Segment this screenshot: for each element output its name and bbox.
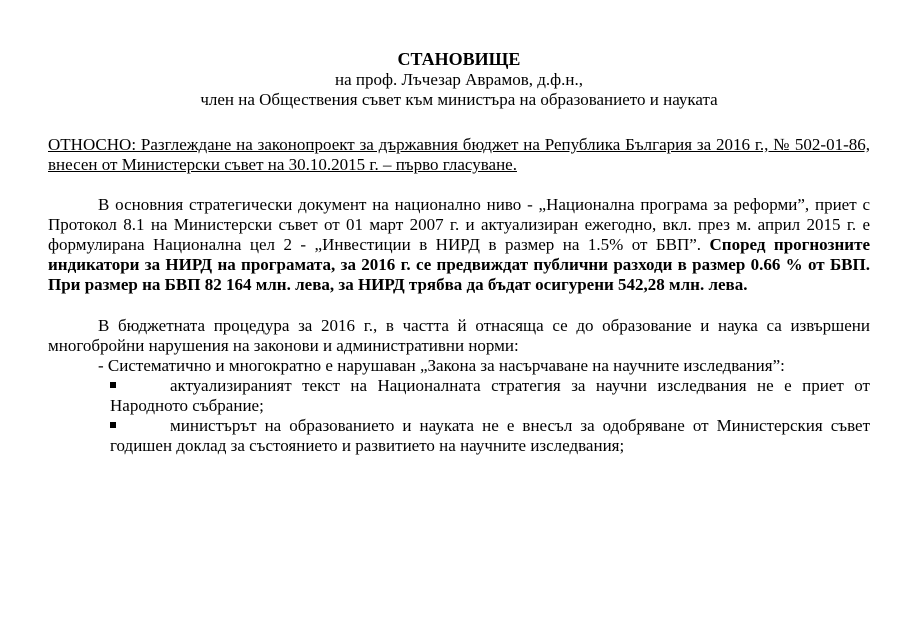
list-item (110, 416, 870, 456)
role-line: член на Обществения съвет към министъра на образованието и науката (200, 90, 718, 109)
list-item-text: министърът на образованието и науката не е внесъл за одобряване от Министерския съвет годишен доклад за състоянието и развитието на научните изследвания; (110, 416, 870, 455)
paragraph-1 (48, 195, 870, 295)
paragraph-1-text: В основния стратегически документ на национално ниво - „Национална програма за реформи”, приет с Протокол 8.1 на Министерски съвет от 01 март 2007 г. и актуализиран ежегодно, вкл. през м. април 2015 г. е формулирана Национална цел 2 - „Инвестиции в НИРД в размер на 1.5% от БВП”. (48, 195, 870, 254)
list-item (110, 376, 870, 416)
subject-line: ОТНОСНО: Разглеждане на законопроект за държавния бюджет на Република България за 2016 г., № 502-01-86, внесен от Министерски съвет на 30.10.2015 г. – първо гласуване. (48, 135, 870, 174)
paragraph-2: В бюджетната процедура за 2016 г., в частта й отнасяща се до образование и наука са извършени многобройни нарушения на законови и административни норми: (48, 316, 870, 355)
list-item-text: актуализираният текст на Националната стратегия за научни изследвания не е приет от Народното събрание; (110, 376, 870, 415)
author-line: на проф. Лъчезар Аврамов, д.ф.н., (334, 70, 584, 89)
paragraph-3: - Систематично и многократно е нарушаван „Закона за насърчаване на научните изследвания”: (98, 356, 785, 375)
bullet-square-icon (110, 422, 116, 428)
document-title: СТАНОВИЩЕ (397, 49, 521, 69)
bullet-square-icon (110, 382, 116, 388)
document-page (48, 48, 870, 456)
paragraph-1-bold-text: Според прогнозните индикатори за НИРД на програмата, за 2016 г. се предвиждат публични разходи в размер 0.66 % от БВП. При размер на БВП 82 164 млн. лева, за НИРД трябва да бъдат осигурени 542,28 млн. лева. (48, 235, 870, 294)
